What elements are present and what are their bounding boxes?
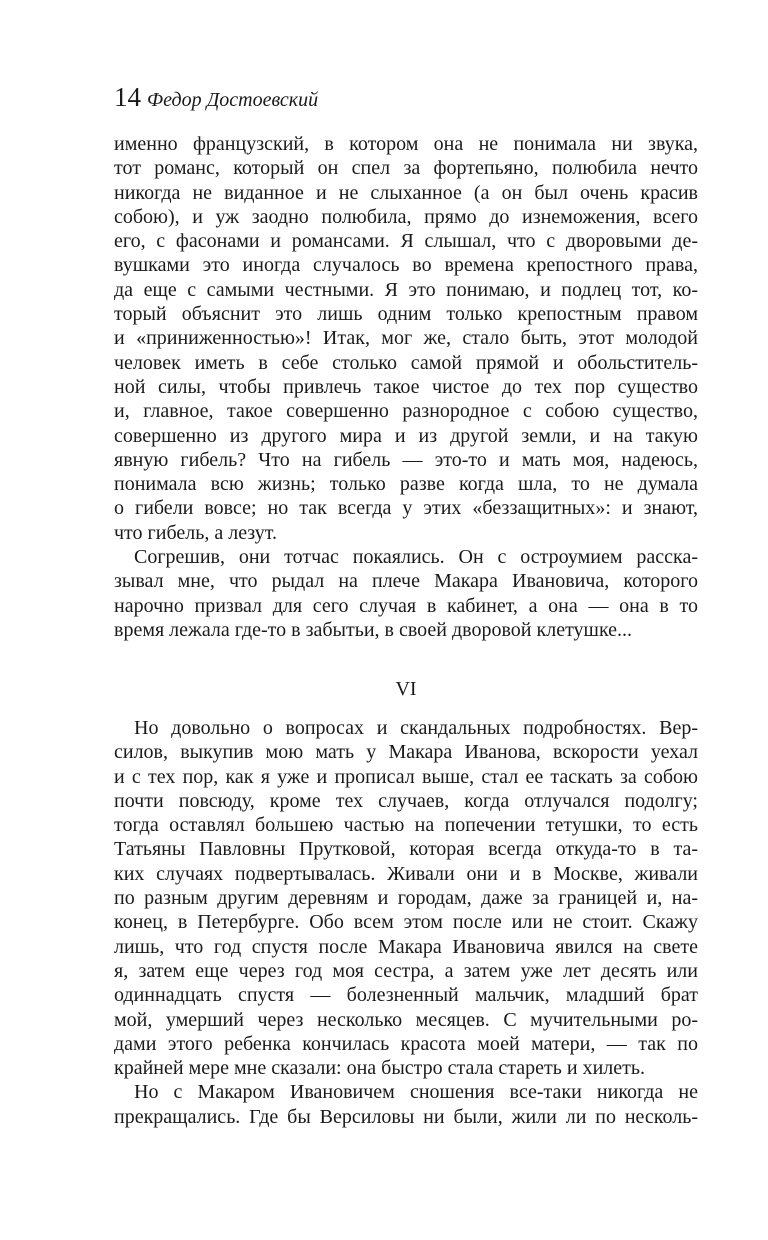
- text-block-1: [114, 132, 698, 642]
- text-line: Татьяны Павловны Прутковой, которая всегда откуда-то в та-: [114, 838, 698, 861]
- text-line: Согрешив, они тотчас покаялись. Он с остроумием расска-: [134, 546, 698, 569]
- text-line: Но с Макаром Ивановичем сношения все-таки никогда не: [134, 1081, 698, 1104]
- text-line: вушками это иногда случалось во времена крепостного права,: [114, 254, 698, 277]
- text-line: я, затем еще через год моя сестра, а затем уже лет десять или: [114, 959, 698, 982]
- text-line: да еще с самыми честными. Я это понимаю, и подлец тот, ко-: [114, 278, 698, 301]
- text-line: ной силы, чтобы привлечь такое чистое до тех пор существо: [114, 375, 698, 398]
- text-line: время лежала где-то в забытьи, в своей дворовой клетушке...: [114, 618, 633, 641]
- text-line: мой, умерший через несколько месяцев. С мучительными ро-: [114, 1008, 698, 1031]
- text-line: тогда оставлял большею частью на попечении тетушки, то есть: [114, 814, 698, 837]
- text-line: ких случаях подвертывалась. Живали они и в Москве, живали: [114, 862, 698, 885]
- text-line: человек иметь в себе столько самой прямой и обольститель-: [114, 351, 698, 374]
- running-head: [114, 84, 318, 111]
- text-line: совершенно из другого мира и из другой земли, и на такую: [114, 424, 698, 447]
- section-heading: VI: [395, 678, 417, 700]
- text-line: и с тех пор, как я уже и прописал выше, стал ее таскать за собою: [114, 765, 698, 788]
- text-line: его, с фасонами и романсами. Я слышал, что с дворовыми де-: [114, 230, 698, 253]
- text-line: и «приниженностью»! Итак, мог же, стало быть, этот молодой: [114, 327, 698, 350]
- text-line: тот романс, который он спел за фортепьяно, полюбила нечто: [114, 157, 698, 180]
- text-line: по разным другим деревням и городам, даже за границей и, на-: [114, 887, 698, 910]
- running-title: Федор Достоевский: [147, 89, 319, 111]
- text-line: и, главное, такое совершенно разнородное с собою существо,: [114, 400, 698, 423]
- text-line: крайней мере мне сказали: она быстро стала стареть и хилеть.: [114, 1057, 646, 1080]
- text-line: понимала всю жизнь; только разве когда шла, то не думала: [114, 473, 698, 496]
- text-line: Но довольно о вопросах и скандальных подробностях. Вер-: [134, 717, 698, 739]
- text-line: почти повсюду, кроме тех случаев, когда отлучался подолгу;: [114, 789, 698, 812]
- text-line: зывал мне, что рыдал на плече Макара Ивановича, которого: [114, 570, 698, 593]
- text-line: конец, в Петербурге. Обо всем этом после или не стоит. Скажу: [114, 911, 698, 934]
- text-line: никогда не виданное и не слыханное (а он был очень красив: [114, 181, 698, 204]
- text-line: торый объяснит это лишь одним только крепостным правом: [114, 303, 698, 326]
- text-line: прекращались. Где бы Версиловы ни были, жили ли по несколь-: [114, 1105, 698, 1128]
- text-line: одиннадцать спустя — болезненный мальчик, младший брат: [114, 984, 698, 1007]
- text-line: что гибель, а лезут.: [114, 521, 278, 544]
- text-line: нарочно призвал для сего случая в кабинет, а она — она в то: [114, 594, 698, 617]
- text-line: силов, выкупив мою мать у Макара Иванова, вскорости уехал: [114, 741, 698, 764]
- text-line: лишь, что год спустя после Макара Ивановича явился на свете: [114, 935, 698, 958]
- text-line: о гибели вовсе; но так всегда у этих «беззащитных»: и знают,: [114, 497, 698, 520]
- page-number: 14: [114, 82, 141, 112]
- text-block-2: [114, 716, 698, 1129]
- text-line: явную гибель? Что на гибель — это-то и мать моя, надеюсь,: [114, 448, 698, 471]
- text-line: собою), и уж заодно полюбила, прямо до изнеможения, всего: [114, 205, 698, 228]
- text-line: именно французский, в котором она не понимала ни звука,: [114, 133, 698, 155]
- text-line: дами этого ребенка кончилась красота моей матери, — так по: [114, 1032, 698, 1055]
